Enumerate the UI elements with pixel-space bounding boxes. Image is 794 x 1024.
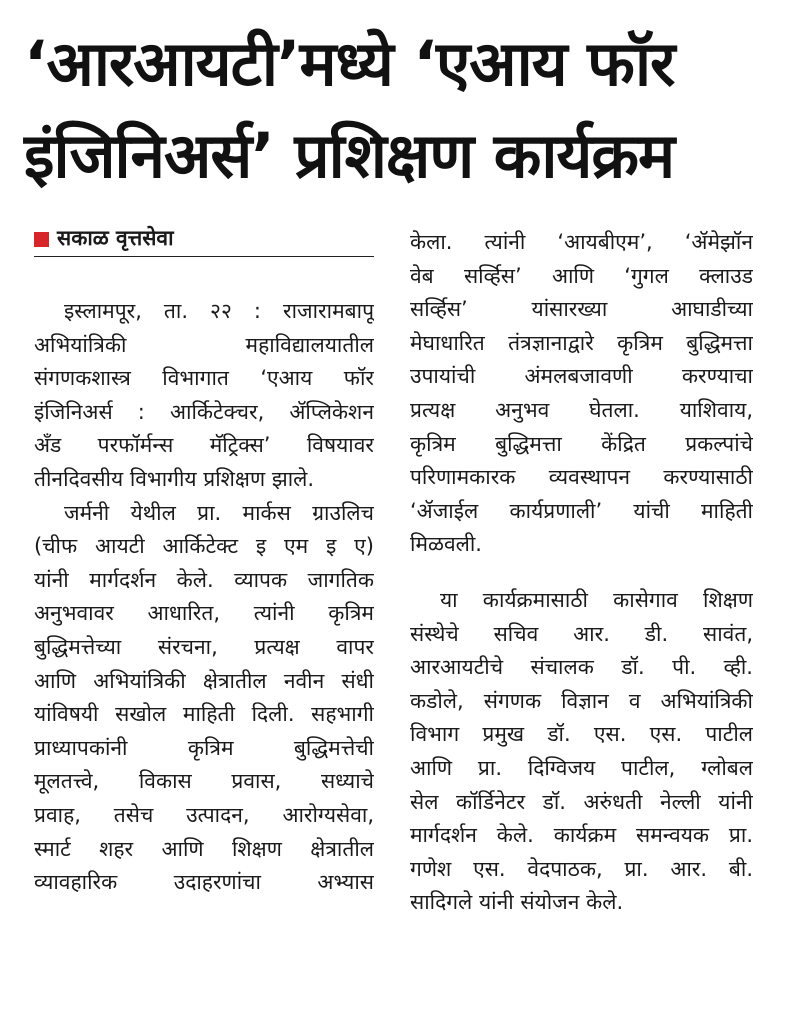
- text-line: स्मार्ट शहर आणि शिक्षण क्षेत्रातील: [34, 836, 374, 861]
- text-line: गणेश एस. वेदपाठक, प्रा. आर. बी.: [410, 856, 753, 881]
- text-line: सादिगले यांनी संयोजन केले.: [410, 890, 624, 915]
- text-line: संगणकशास्त्र विभागात ‘एआय फॉर: [34, 366, 374, 391]
- text-line: यांविषयी सखोल माहिती दिली. सहभागी: [34, 702, 374, 727]
- text-line: उपायांची अंमलबजावणी करण्याचा: [410, 364, 753, 389]
- byline-text: सकाळ वृत्तसेवा: [57, 226, 174, 251]
- text-line: सेल कॉर्डिनेटर डॉ. अरुंधती नेल्ली यांनी: [410, 789, 753, 814]
- byline: [34, 224, 374, 257]
- text-line: अभियांत्रिकी महाविद्यालयातील: [34, 332, 374, 357]
- paragraph-gap: [410, 562, 753, 584]
- text-line: या कार्यक्रमासाठी कासेगाव शिक्षण: [440, 587, 753, 612]
- text-line: कडोले, संगणक विज्ञान व अभियांत्रिकी: [410, 688, 753, 713]
- text-line: परिणामकारक व्यवस्थापन करण्यासाठी: [410, 465, 753, 490]
- text-line: ‘ॲजाईल कार्यप्रणाली’ यांची माहिती: [410, 498, 753, 523]
- text-line: तीनदिवसीय विभागीय प्रशिक्षण झाले.: [34, 466, 315, 491]
- text-line: इस्लामपूर, ता. २२ : राजारामबापू: [64, 299, 374, 323]
- right-column: [410, 226, 753, 920]
- red-square-icon: [34, 232, 49, 247]
- text-line: अँड परफॉर्मन्स मॅट्रिक्स’ विषयावर: [34, 433, 374, 458]
- headline-line-2: इंजिनिअर्स’ प्रशिक्षण कार्यक्रम: [24, 119, 675, 192]
- text-line: प्रवाह, तसेच उत्पादन, आरोग्यसेवा,: [34, 802, 374, 827]
- text-line: अनुभवावर आधारित, त्यांनी कृत्रिम: [34, 601, 374, 626]
- text-line: बुद्धिमत्तेच्या संरचना, प्रत्यक्ष वापर: [34, 634, 374, 659]
- text-line: आणि प्रा. दिग्विजय पाटील, ग्लोबल: [410, 755, 753, 780]
- text-line: आणि अभियांत्रिकी क्षेत्रातील नवीन संधी: [34, 668, 374, 693]
- headline-line-1: ‘आरआयटी’मध्ये ‘एआय फॉर: [24, 27, 675, 100]
- text-line: आरआयटीचे संचालक डॉ. पी. व्ही.: [410, 655, 753, 680]
- text-line: (चीफ आयटी आर्किटेक्ट इ एम इ ए): [34, 534, 374, 559]
- headline: [24, 18, 774, 202]
- text-line: प्राध्यापकांनी कृत्रिम बुद्धिमत्तेची: [34, 735, 374, 760]
- left-paragraph-2: [34, 497, 374, 900]
- text-line: प्रत्यक्ष अनुभव घेतला. याशिवाय,: [410, 397, 753, 422]
- text-line: मेघाधारित तंत्रज्ञानाद्वारे कृत्रिम बुद्धिमत्ता: [410, 330, 753, 355]
- text-line: कृत्रिम बुद्धिमत्ता केंद्रित प्रकल्पांचे: [410, 431, 753, 456]
- text-line: मूलतत्त्वे, विकास प्रवास, सध्याचे: [34, 769, 374, 794]
- right-paragraph-2: [410, 584, 753, 920]
- text-line: जर्मनी येथील प्रा. मार्कस ग्राउलिच: [64, 500, 374, 525]
- text-line: केला. त्यांनी ‘आयबीएम’, ‘ॲमेझॉन: [410, 230, 753, 254]
- text-line: मिळवली.: [410, 532, 482, 557]
- text-line: संस्थेचे सचिव आर. डी. सावंत,: [410, 621, 753, 646]
- text-line: वेब सर्व्हिस’ आणि ‘गुगल क्लाउड: [410, 263, 753, 288]
- left-column: [34, 224, 374, 900]
- text-line: यांनी मार्गदर्शन केले. व्यापक जागतिक: [34, 567, 374, 592]
- text-line: इंजिनिअर्स : आर्किटेक्चर, ॲप्लिकेशन: [34, 399, 374, 424]
- text-line: विभाग प्रमुख डॉ. एस. एस. पाटील: [410, 722, 753, 747]
- left-paragraph-1: [34, 295, 374, 497]
- text-line: सर्व्हिस’ यांसारख्या आघाडीच्या: [410, 297, 753, 322]
- right-paragraph-1: [410, 226, 753, 562]
- text-line: मार्गदर्शन केले. कार्यक्रम समन्वयक प्रा.: [410, 823, 753, 848]
- text-line: व्यावहारिक उदाहरणांचा अभ्यास: [34, 870, 374, 895]
